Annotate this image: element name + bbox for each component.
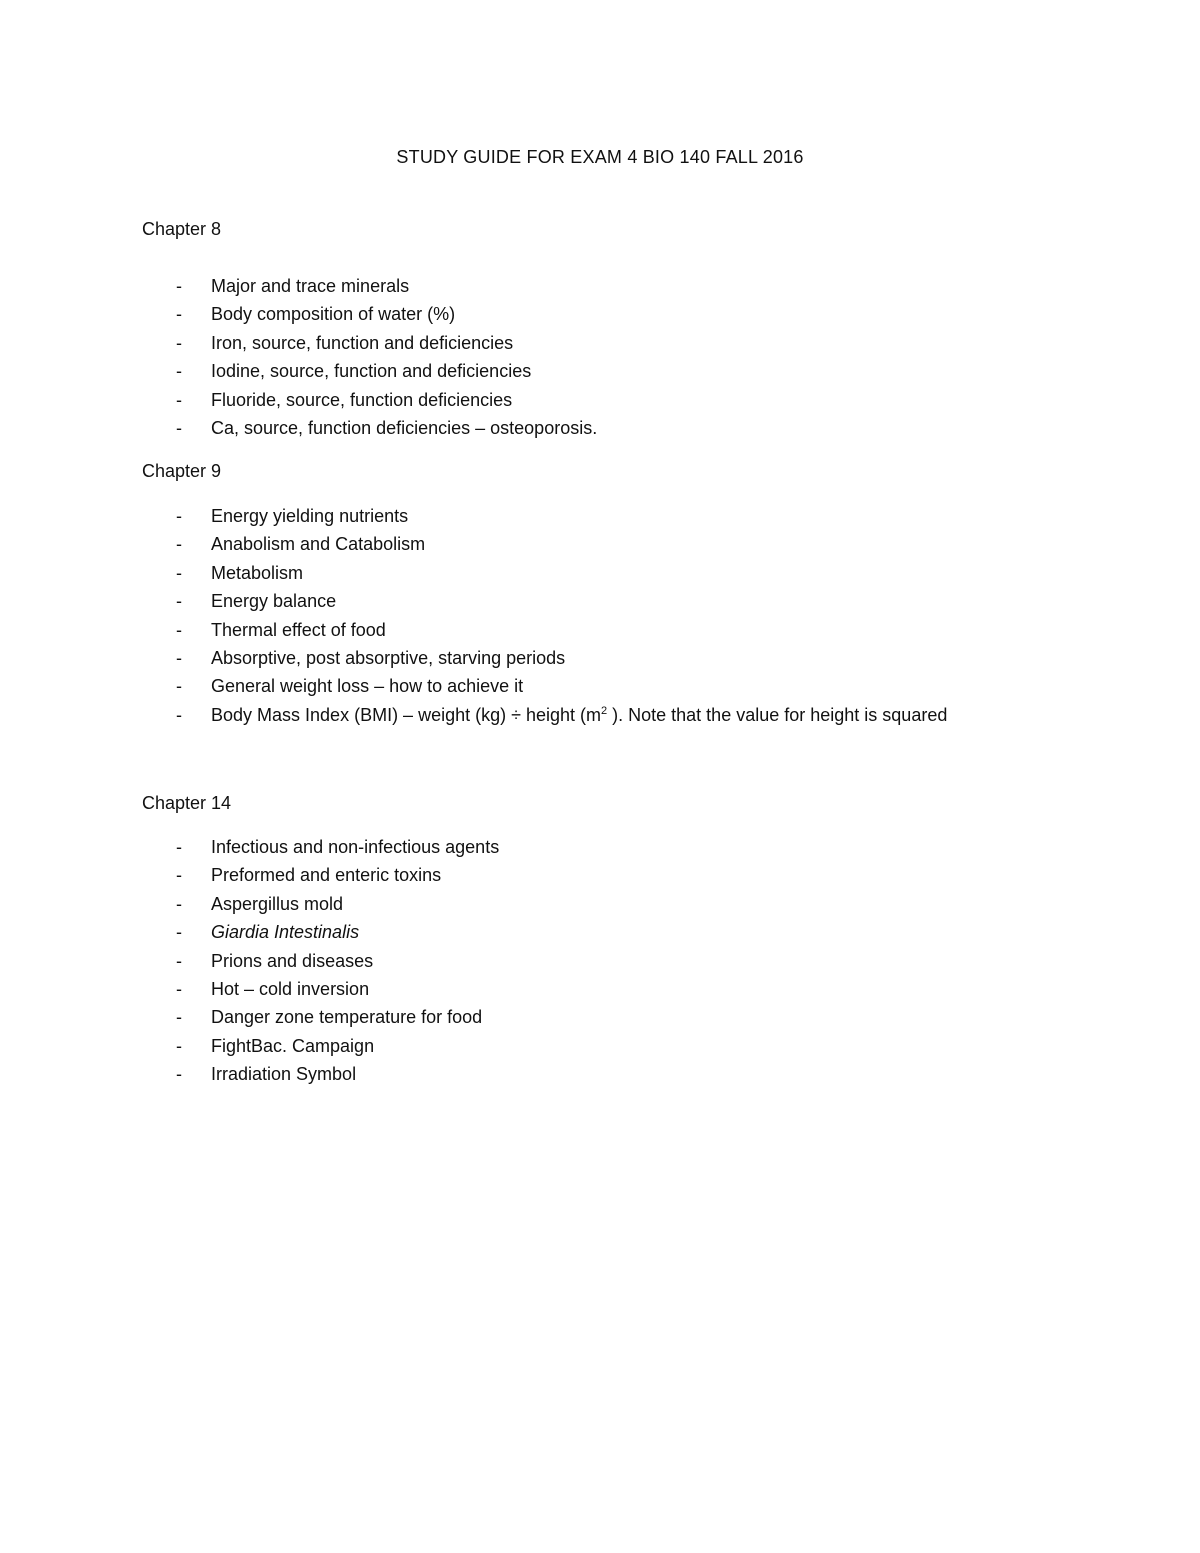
list-item: [142, 303, 1142, 331]
topic-text: Danger zone temperature for food: [211, 1007, 483, 1028]
bullet-dash: -: [176, 1064, 182, 1085]
topic-text: FightBac. Campaign: [211, 1035, 375, 1056]
bullet-dash: -: [176, 1035, 182, 1056]
list-item: [142, 360, 1142, 388]
chapter-14-topic-list: [142, 836, 1142, 1092]
list-item-bmi: [142, 704, 1142, 732]
bullet-dash: -: [176, 562, 182, 583]
bmi-text-end: ). Note that the value for height is squared: [607, 704, 948, 725]
list-item: [142, 978, 1142, 1006]
topic-text: Body composition of water (%): [211, 304, 456, 325]
bullet-dash: -: [176, 389, 182, 410]
topic-text: Energy balance: [211, 591, 337, 612]
list-item: [142, 893, 1142, 921]
bullet-dash: -: [176, 417, 182, 438]
list-item: [142, 275, 1142, 303]
topic-text: Infectious and non-infectious agents: [211, 837, 500, 857]
list-item: [142, 417, 1142, 445]
chapter-8-section: [142, 218, 1142, 445]
bmi-text-start: Body Mass Index (BMI) – weight (kg) ÷ height (m: [211, 704, 602, 725]
list-item: [142, 647, 1142, 675]
bullet-dash: -: [176, 534, 182, 555]
bullet-dash: -: [176, 865, 182, 886]
list-item: [142, 389, 1142, 417]
topic-text: Iodine, source, function and deficiencies: [211, 361, 532, 382]
topic-text: Energy yielding nutrients: [211, 506, 409, 526]
topic-text: Fluoride, source, function deficiencies: [211, 389, 513, 410]
topic-text: General weight loss – how to achieve it: [211, 676, 524, 697]
list-item: [142, 1006, 1142, 1034]
bullet-dash: -: [176, 276, 182, 296]
chapter-9-section: [142, 460, 1142, 732]
list-item: [142, 950, 1142, 978]
bullet-dash: -: [176, 619, 182, 640]
chapter-heading: Chapter 14: [142, 793, 232, 813]
list-item: [142, 1063, 1142, 1091]
topic-text: Aspergillus mold: [211, 893, 344, 914]
topic-text: Thermal effect of food: [211, 619, 386, 640]
list-item: [142, 1035, 1142, 1063]
squared-superscript: 2: [601, 704, 608, 717]
topic-text: Hot – cold inversion: [211, 978, 370, 999]
topic-text: Iron, source, function and deficiencies: [211, 332, 514, 353]
topic-text: Prions and diseases: [211, 950, 374, 971]
chapter-heading: Chapter 8: [142, 219, 222, 239]
list-item: [142, 562, 1142, 590]
bullet-dash: -: [176, 506, 182, 526]
topic-text-italic: Giardia Intestinalis: [211, 922, 360, 943]
topic-text: Preformed and enteric toxins: [211, 865, 442, 886]
topic-text-bmi: [211, 704, 947, 726]
bullet-dash: -: [176, 922, 182, 943]
topic-text: Irradiation Symbol: [211, 1064, 357, 1085]
list-item: [142, 864, 1142, 892]
list-item: [142, 505, 1142, 533]
topic-text: Anabolism and Catabolism: [211, 534, 426, 555]
topic-text: Major and trace minerals: [211, 276, 410, 296]
bullet-dash: -: [176, 978, 182, 999]
document-title: STUDY GUIDE FOR EXAM 4 BIO 140 FALL 2016: [396, 147, 804, 167]
bullet-dash: -: [176, 304, 182, 325]
bullet-dash: -: [176, 332, 182, 353]
bullet-dash: -: [176, 647, 182, 668]
bullet-dash: -: [176, 591, 182, 612]
bullet-dash: -: [176, 950, 182, 971]
bullet-dash: -: [176, 676, 182, 697]
bullet-dash: -: [176, 1007, 182, 1028]
chapter-8-topic-list: [142, 275, 1142, 445]
bullet-dash: -: [176, 361, 182, 382]
topic-text: Metabolism: [211, 562, 304, 583]
topic-text: Absorptive, post absorptive, starving periods: [211, 647, 566, 668]
chapter-14-section: [142, 792, 1142, 1092]
list-item: [142, 619, 1142, 647]
list-item: [142, 590, 1142, 618]
list-item: [142, 533, 1142, 561]
list-item: [142, 332, 1142, 360]
list-item: [142, 921, 1142, 949]
bullet-dash: -: [176, 837, 182, 857]
list-item: [142, 836, 1142, 864]
bullet-dash: -: [176, 893, 182, 914]
list-item: [142, 675, 1142, 703]
chapter-heading: Chapter 9: [142, 461, 222, 481]
bullet-dash: -: [176, 704, 182, 725]
chapter-9-topic-list: [142, 505, 1142, 732]
topic-text: Ca, source, function deficiencies – osteoporosis.: [211, 417, 598, 438]
